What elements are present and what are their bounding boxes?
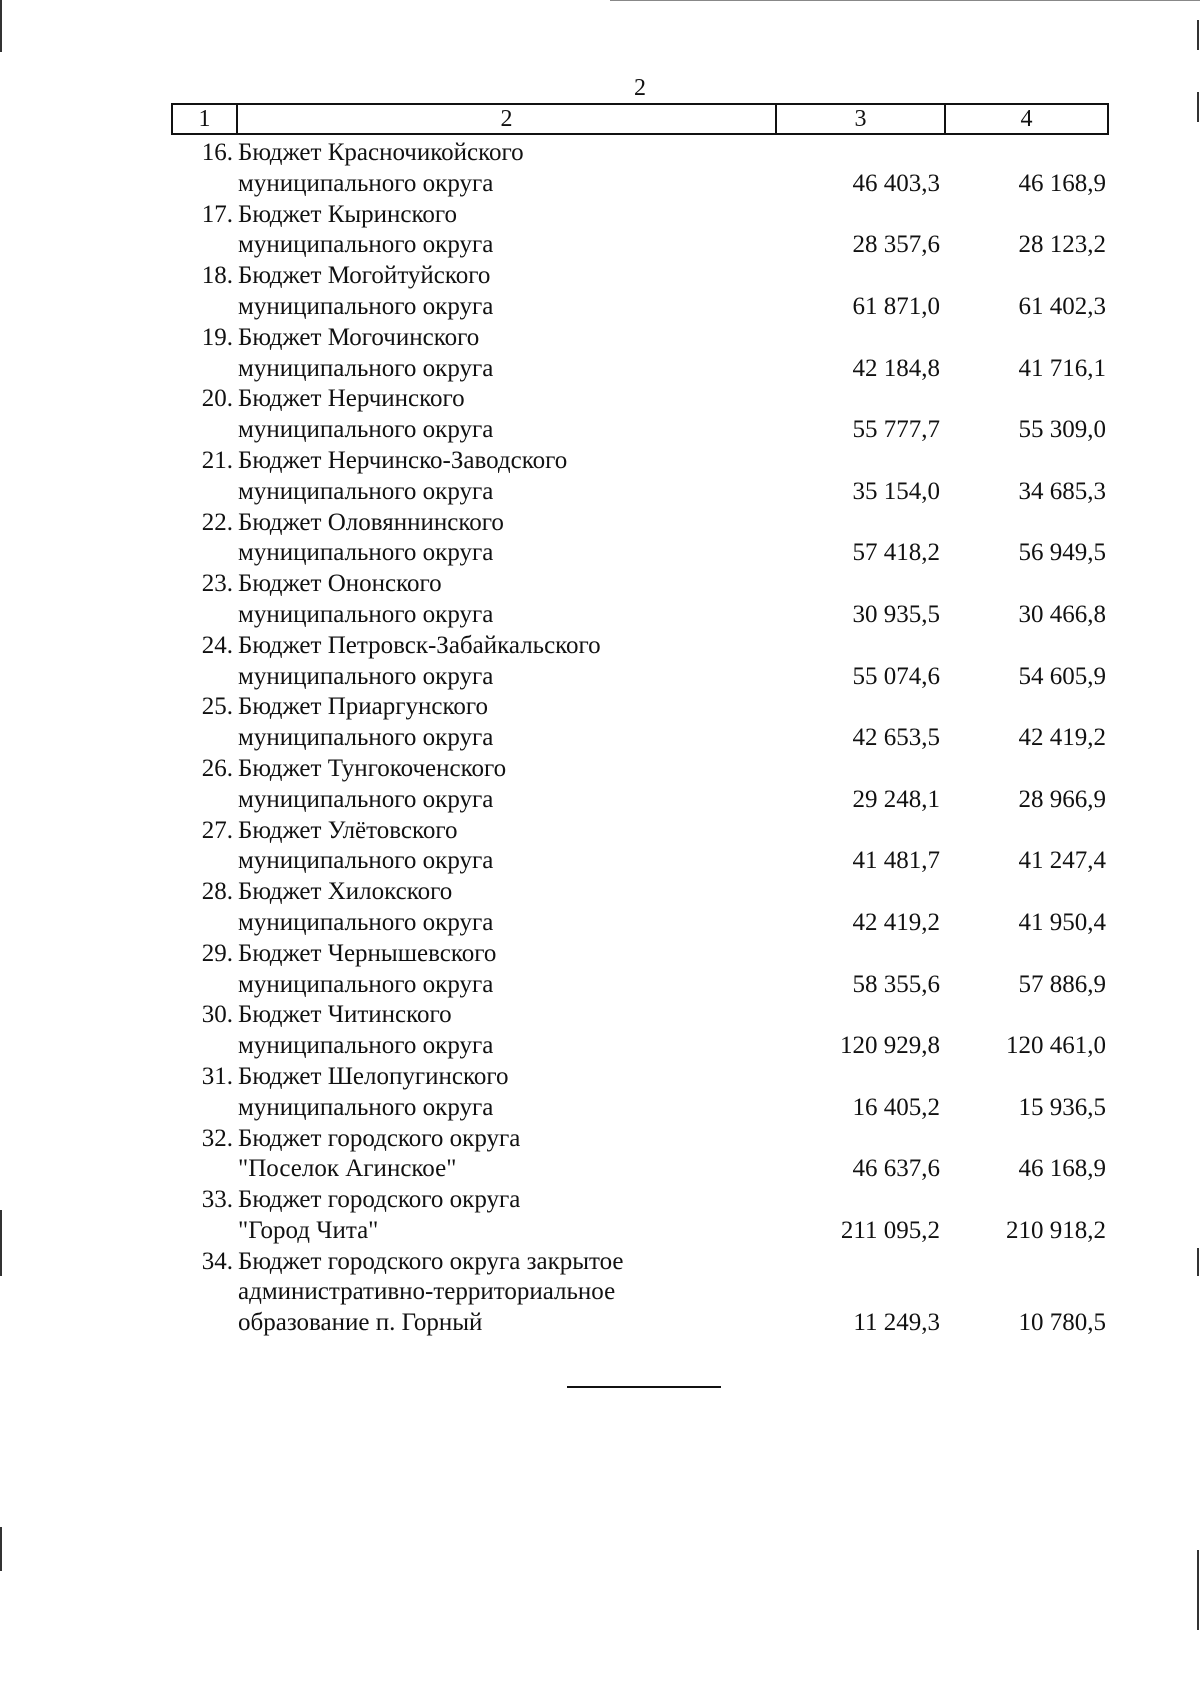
- budget-name-line: муниципального округа: [238, 600, 494, 628]
- value-col-3: 211 095,2: [840, 1216, 940, 1244]
- budget-name-line: Бюджет городского округа: [238, 1124, 521, 1152]
- scan-mark: [0, 1210, 2, 1276]
- budget-name-line: муниципального округа: [238, 539, 494, 567]
- budget-name-line: "Город Чита": [238, 1216, 379, 1244]
- row-number: 25.: [201, 693, 233, 721]
- value-col-4: 28 123,2: [1018, 231, 1106, 259]
- table-row: [0, 508, 1200, 570]
- value-col-3: 46 637,6: [852, 1155, 940, 1183]
- row-number: 17.: [201, 200, 233, 228]
- value-col-3: 57 418,2: [852, 539, 940, 567]
- budget-name-line: Бюджет городского округа закрытое: [238, 1247, 624, 1275]
- budget-name-line: Бюджет Ононского: [238, 570, 442, 598]
- table-row: [0, 323, 1200, 385]
- header-col-4: 4: [1020, 106, 1033, 132]
- row-number: 30.: [201, 1001, 233, 1029]
- budget-name-line: муниципального округа: [238, 785, 494, 813]
- row-number: 16.: [201, 139, 233, 166]
- row-number: 32.: [201, 1124, 233, 1152]
- budget-name-line: Бюджет Шелопугинского: [238, 1062, 509, 1090]
- value-col-4: 46 168,9: [1018, 1155, 1106, 1183]
- budget-name-line: Бюджет городского округа: [238, 1186, 521, 1214]
- value-col-3: 55 777,7: [852, 416, 940, 444]
- value-col-3: 58 355,6: [852, 970, 940, 998]
- scan-mark: [0, 0, 2, 52]
- value-col-4: 41 247,4: [1018, 847, 1106, 875]
- budget-name-line: Бюджет Петровск-Забайкальского: [238, 631, 601, 659]
- budget-name-line: муниципального округа: [238, 169, 494, 197]
- row-number: 23.: [201, 570, 233, 598]
- budget-name-line: муниципального округа: [238, 416, 494, 444]
- budget-name: [238, 1062, 758, 1124]
- budget-name-line: муниципального округа: [238, 354, 494, 382]
- table-row: [0, 200, 1200, 262]
- value-col-4: 42 419,2: [1018, 724, 1106, 752]
- budget-name: [238, 939, 758, 1001]
- row-number: 28.: [201, 878, 233, 906]
- scan-mark: [1197, 20, 1199, 50]
- budget-name: [238, 631, 758, 693]
- budget-name-line: муниципального округа: [238, 477, 494, 505]
- budget-name: [238, 1185, 758, 1247]
- table-row: [0, 816, 1200, 878]
- table-body: [0, 138, 1200, 1339]
- budget-name: [238, 1000, 758, 1062]
- budget-name: [238, 200, 758, 262]
- budget-name-line: административно-территориальное: [238, 1278, 616, 1306]
- table-row: [0, 1185, 1200, 1247]
- budget-name-line: Бюджет Могойтуйского: [238, 262, 491, 290]
- row-number: 18.: [201, 262, 233, 290]
- table-row: [0, 384, 1200, 446]
- scan-mark: [1197, 1248, 1199, 1276]
- scan-mark: [610, 0, 1200, 1]
- row-number: 19.: [201, 323, 233, 351]
- budget-name: [238, 384, 758, 446]
- table-row: [0, 939, 1200, 1001]
- budget-name-line: Бюджет Чернышевского: [238, 939, 497, 967]
- budget-name: [238, 569, 758, 631]
- budget-name: [238, 446, 758, 508]
- budget-name: [238, 261, 758, 323]
- budget-name-line: муниципального округа: [238, 292, 494, 320]
- value-col-4: 15 936,5: [1018, 1093, 1106, 1121]
- table-row: [0, 138, 1200, 200]
- budget-name: [238, 816, 758, 878]
- value-col-3: 55 074,6: [852, 662, 940, 690]
- value-col-4: 56 949,5: [1018, 539, 1106, 567]
- value-col-4: 120 461,0: [1006, 1032, 1106, 1060]
- budget-name-line: Бюджет Приаргунского: [238, 693, 488, 721]
- budget-name-line: Бюджет Хилокского: [238, 878, 453, 906]
- scan-mark: [1197, 1550, 1199, 1630]
- table-row: [0, 569, 1200, 631]
- budget-name-line: образование п. Горный: [238, 1309, 483, 1337]
- value-col-4: 41 716,1: [1018, 354, 1106, 382]
- row-number: 33.: [201, 1186, 233, 1214]
- value-col-4: 30 466,8: [1018, 600, 1106, 628]
- budget-name: [238, 508, 758, 570]
- value-col-3: 42 184,8: [852, 354, 940, 382]
- value-col-3: 29 248,1: [852, 785, 940, 813]
- budget-name-line: муниципального округа: [238, 847, 494, 875]
- budget-name: [238, 323, 758, 385]
- value-col-4: 57 886,9: [1018, 970, 1106, 998]
- budget-name-line: Бюджет Могочинского: [238, 323, 480, 351]
- table-row: [0, 1062, 1200, 1124]
- budget-name-line: Бюджет Тунгокоченского: [238, 754, 507, 782]
- table-header: [171, 103, 1109, 135]
- table-row: [0, 877, 1200, 939]
- budget-name-line: муниципального округа: [238, 1093, 494, 1121]
- budget-name-line: муниципального округа: [238, 662, 494, 690]
- row-number: 29.: [201, 939, 233, 967]
- header-col-3: 3: [777, 105, 946, 133]
- row-number: 20.: [201, 385, 233, 413]
- header-col-1: 1: [173, 105, 238, 133]
- table-row: [0, 1000, 1200, 1062]
- value-col-3: 120 929,8: [840, 1032, 940, 1060]
- value-col-3: 30 935,5: [852, 600, 940, 628]
- value-col-3: 11 249,3: [853, 1309, 940, 1337]
- budget-name: [238, 754, 758, 816]
- table-row: [0, 692, 1200, 754]
- value-col-3: 42 419,2: [852, 908, 940, 936]
- budget-name: [238, 692, 758, 754]
- budget-name: [238, 1247, 758, 1339]
- table-row: [0, 446, 1200, 508]
- value-col-3: 61 871,0: [852, 292, 940, 320]
- scan-mark: [0, 1527, 2, 1571]
- budget-name-line: Бюджет Улётовского: [238, 816, 458, 844]
- value-col-3: 16 405,2: [852, 1093, 940, 1121]
- budget-name-line: муниципального округа: [238, 970, 494, 998]
- table-row: [0, 754, 1200, 816]
- budget-name: [238, 138, 758, 200]
- budget-name-line: Бюджет Нерчинско-Заводского: [238, 446, 568, 474]
- value-col-4: 28 966,9: [1018, 785, 1106, 813]
- budget-name-line: "Поселок Агинское": [238, 1155, 457, 1183]
- table-row: [0, 1247, 1200, 1339]
- row-number: 24.: [201, 631, 233, 659]
- value-col-4: 41 950,4: [1018, 908, 1106, 936]
- value-col-3: 46 403,3: [852, 169, 940, 197]
- value-col-4: 61 402,3: [1018, 292, 1106, 320]
- row-number: 31.: [201, 1062, 233, 1090]
- table-row: [0, 631, 1200, 693]
- budget-name: [238, 877, 758, 939]
- budget-name-line: муниципального округа: [238, 724, 494, 752]
- value-col-4: 34 685,3: [1018, 477, 1106, 505]
- table-row: [0, 261, 1200, 323]
- value-col-4: 210 918,2: [1006, 1216, 1106, 1244]
- budget-name: [238, 1124, 758, 1186]
- value-col-4: 54 605,9: [1018, 662, 1106, 690]
- value-col-3: 35 154,0: [852, 477, 940, 505]
- scan-mark: [1197, 92, 1199, 122]
- closing-rule: [567, 1386, 721, 1388]
- budget-name-line: Бюджет Нерчинского: [238, 385, 465, 413]
- header-col-2: 2: [238, 105, 777, 133]
- row-number: 21.: [201, 446, 233, 474]
- row-number: 22.: [201, 508, 233, 536]
- value-col-3: 28 357,6: [852, 231, 940, 259]
- value-col-4: 10 780,5: [1018, 1309, 1106, 1337]
- row-number: 34.: [201, 1247, 233, 1275]
- budget-name-line: Бюджет Кыринского: [238, 200, 458, 228]
- budget-name-line: Бюджет Красночикойского: [238, 139, 524, 166]
- row-number: 27.: [201, 816, 233, 844]
- value-col-4: 55 309,0: [1018, 416, 1106, 444]
- table-row: [0, 1124, 1200, 1186]
- budget-name-line: муниципального округа: [238, 908, 494, 936]
- budget-name-line: муниципального округа: [238, 1032, 494, 1060]
- row-number: 26.: [201, 754, 233, 782]
- budget-name-line: Бюджет Читинского: [238, 1001, 452, 1029]
- value-col-4: 46 168,9: [1018, 169, 1106, 197]
- budget-name-line: муниципального округа: [238, 231, 494, 259]
- budget-name-line: Бюджет Оловяннинского: [238, 508, 504, 536]
- value-col-3: 41 481,7: [852, 847, 940, 875]
- page-number: 2: [634, 75, 646, 101]
- value-col-3: 42 653,5: [852, 724, 940, 752]
